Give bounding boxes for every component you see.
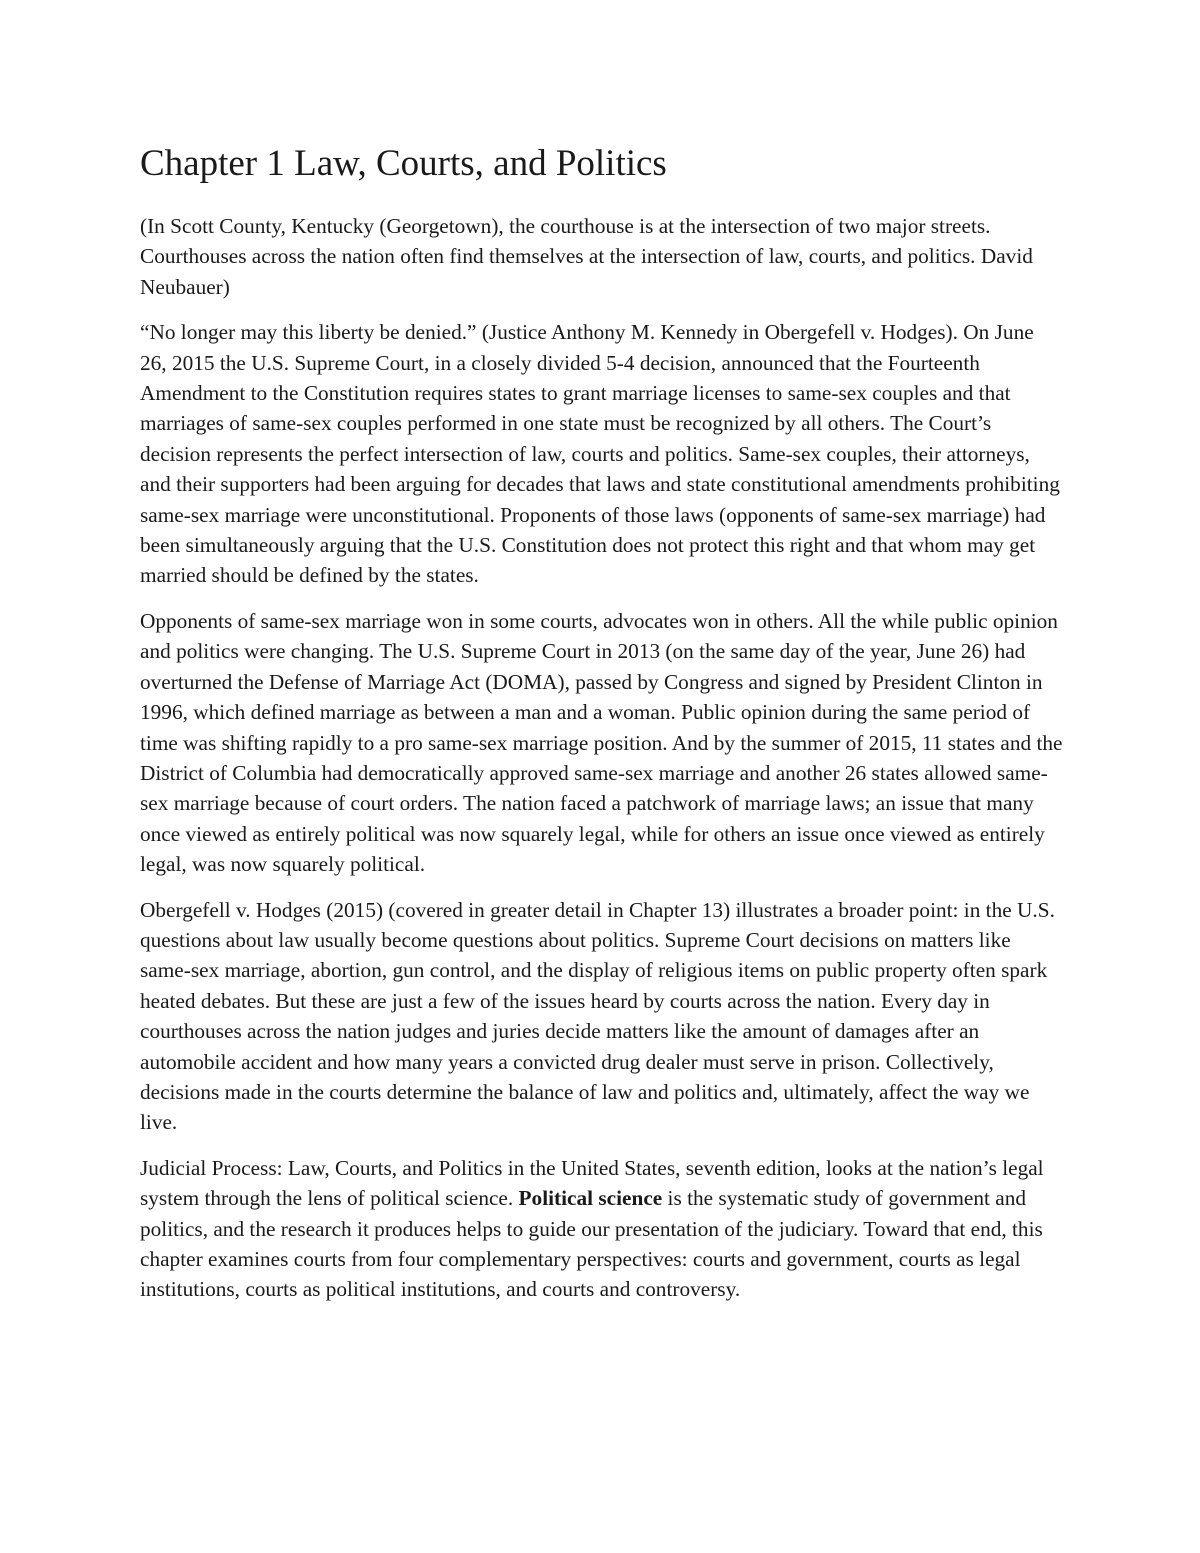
paragraph-epigraph: (In Scott County, Kentucky (Georgetown), the courthouse is at the intersection of two major streets. Courthouses across the nation often find themselves at the intersection of law, courts, and politics. David Neubauer) bbox=[140, 214, 1033, 299]
paragraph-text-after-term: is the systematic study of government and politics, and the research it produces helps to guide our presentation of the judiciary. Toward that end, this chapter examines courts from four complementary perspectives: courts and government, courts as legal institutions, courts as political institutions, and courts and controversy. bbox=[140, 1186, 1043, 1302]
chapter-title: Chapter 1 Law, Courts, and Politics bbox=[140, 143, 667, 184]
paragraph-broader-point: Obergefell v. Hodges (2015) (covered in greater detail in Chapter 13) illustrates a broader point: in the U.S. questions about law usually become questions about politics. Supreme Court decisions on matters like same-sex marriage, abortion, gun control, and the display of religious items on public property often spark heated debates. But these are just a few of the issues heard by courts across the nation. Every day in courthouses across the nation judges and juries decide matters like the amount of damages after an automobile accident and how many years a convicted drug dealer must serve in prison. Collectively, decisions made in the courts determine the balance of law and politics and, ultimately, affect the way we live. bbox=[140, 897, 1055, 1135]
document-body bbox=[140, 140, 1065, 1320]
paragraph-judicial-process bbox=[140, 1153, 1065, 1305]
key-term-political-science: Political science bbox=[518, 1186, 663, 1211]
paragraph-obergefell-intro: “No longer may this liberty be denied.” (Justice Anthony M. Kennedy in Obergefell v. Hodges). On June 26, 2015 the U.S. Supreme Court, in a closely divided 5-4 decision, announced that the Fourteenth Amendment to the Constitution requires states to grant marriage licenses to same-sex couples and that marriages of same-sex couples performed in one state must be recognized by all others. The Court’s decision represents the perfect intersection of law, courts and politics. Same-sex couples, their attorneys, and their supporters had been arguing for decades that laws and state constitutional amendments prohibiting same-sex marriage were unconstitutional. Proponents of those laws (opponents of same-sex marriage) had been simultaneously arguing that the U.S. Constitution does not protect this right and that whom may get married should be defined by the states. bbox=[140, 320, 1060, 588]
paragraph-opponents: Opponents of same-sex marriage won in some courts, advocates won in others. All the while public opinion and politics were changing. The U.S. Supreme Court in 2013 (on the same day of the year, June 26) had overturned the Defense of Marriage Act (DOMA), passed by Congress and signed by President Clinton in 1996, which defined marriage as between a man and a woman. Public opinion during the same period of time was shifting rapidly to a pro same-sex marriage position. And by the summer of 2015, 11 states and the District of Columbia had democratically approved same-sex marriage and another 26 states allowed same-sex marriage because of court orders. The nation faced a patchwork of marriage laws; an issue that many once viewed as entirely political was now squarely legal, while for others an issue once viewed as entirely legal, was now squarely political. bbox=[140, 608, 1063, 877]
paragraph-text-before-term: Judicial Process: Law, Courts, and Politics in the United States, seventh edition, looks at the nation’s legal system through the lens of political science. bbox=[140, 1155, 1044, 1211]
